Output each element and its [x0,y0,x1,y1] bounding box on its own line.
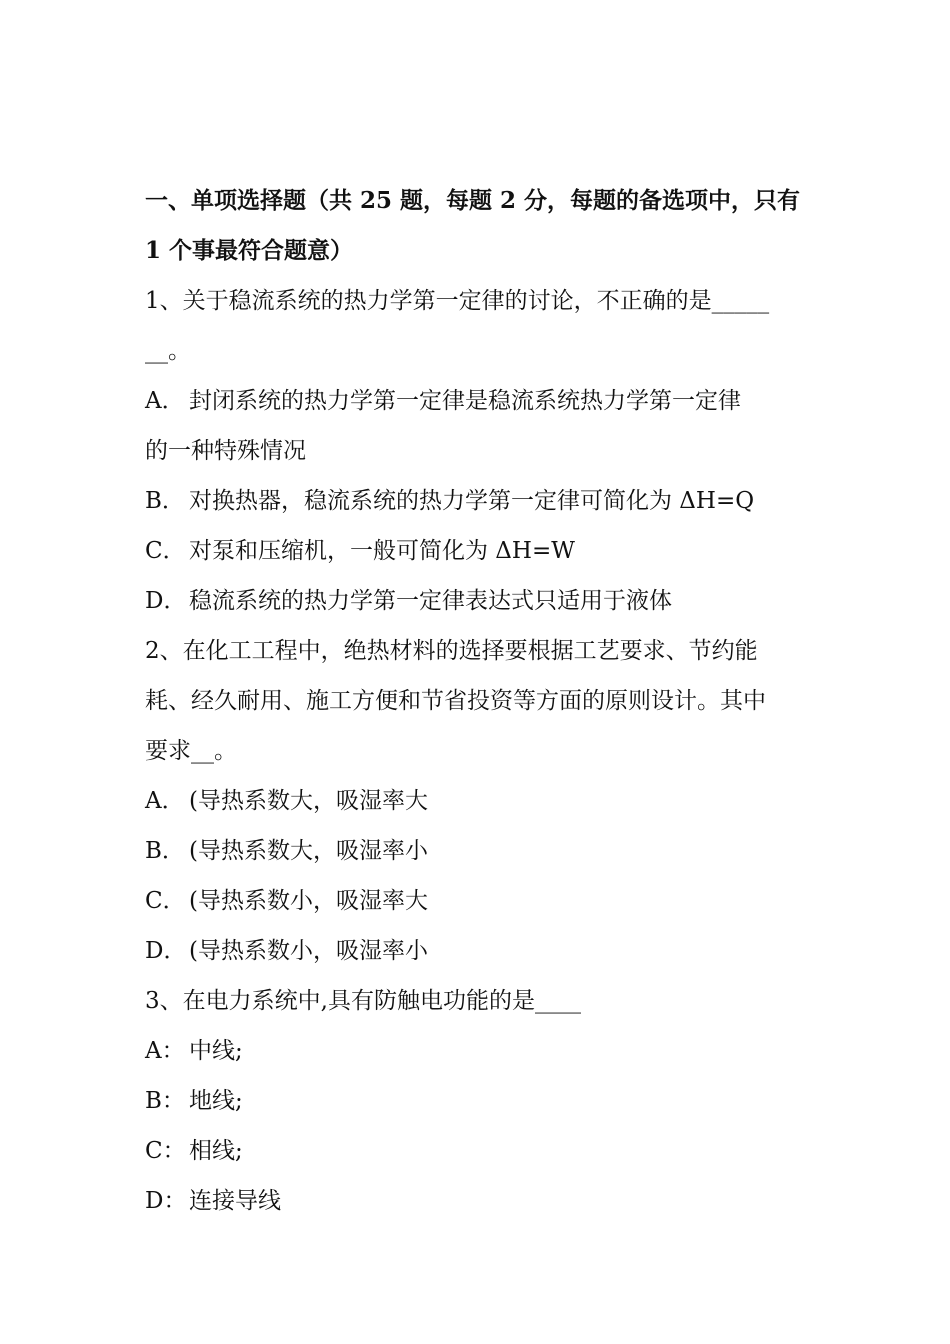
option-label: D： [145,1188,187,1214]
option-b [145,826,810,876]
option-a [145,376,810,476]
option-label: D． [145,588,187,614]
section-heading [145,176,810,276]
question-stem-line: 要求__。 [145,738,237,764]
question-stem-line: 2、在化工工程中，绝热材料的选择要根据工艺要求、节约能 [145,638,758,664]
option-a [145,776,810,826]
option-text: 连接导线 [189,1188,281,1214]
option-b [145,476,810,526]
option-text: 地线; [189,1088,243,1114]
question-stem-line: 3、在电力系统中,具有防触电功能的是____ [145,988,581,1014]
option-label: A． [145,388,185,414]
option-text: 封闭系统的热力学第一定律是稳流系统热力学第一定律 [189,388,741,414]
option-label: B． [145,488,185,514]
option-text: 相线; [189,1138,243,1164]
option-text: 中线; [189,1038,243,1064]
option-text-continuation: 的一种特殊情况 [145,438,306,464]
option-label: A． [145,788,185,814]
option-text: 稳流系统的热力学第一定律表达式只适用于液体 [189,588,672,614]
option-label: B． [145,838,185,864]
heading-line: 一、单项选择题（共 25 题，每题 2 分，每题的备选项中，只有 [145,187,801,214]
option-d [145,1176,810,1226]
option-c [145,526,810,576]
option-b [145,1076,810,1126]
heading-line: 1 个事最符合题意） [145,237,354,264]
option-c [145,876,810,926]
option-label: A： [145,1038,185,1064]
option-text: (导热系数大，吸湿率大 [189,788,428,814]
option-c [145,1126,810,1176]
question-3 [145,976,810,1226]
question-1 [145,276,810,626]
question-stem-line: 耗、经久耐用、施工方便和节省投资等方面的原则设计。其中 [145,688,766,714]
option-text: (导热系数小，吸湿率大 [189,888,428,914]
question-2 [145,626,810,976]
option-text: 对换热器，稳流系统的热力学第一定律可简化为 ΔH=Q [189,488,755,514]
option-text: 对泵和压缩机，一般可简化为 ΔH=W [189,538,575,564]
option-label: B： [145,1088,185,1114]
document-page [145,176,810,1226]
option-a [145,1026,810,1076]
option-d [145,576,810,626]
question-stem-line: 1、关于稳流系统的热力学第一定律的讨论，不正确的是_____ [145,288,770,314]
question-stem-line: __。 [145,338,191,364]
option-text: (导热系数小，吸湿率小 [189,938,428,964]
option-label: C． [145,538,186,564]
option-d [145,926,810,976]
option-label: D． [145,938,187,964]
option-text: (导热系数大，吸湿率小 [189,838,428,864]
option-label: C． [145,888,186,914]
option-label: C： [145,1138,186,1164]
